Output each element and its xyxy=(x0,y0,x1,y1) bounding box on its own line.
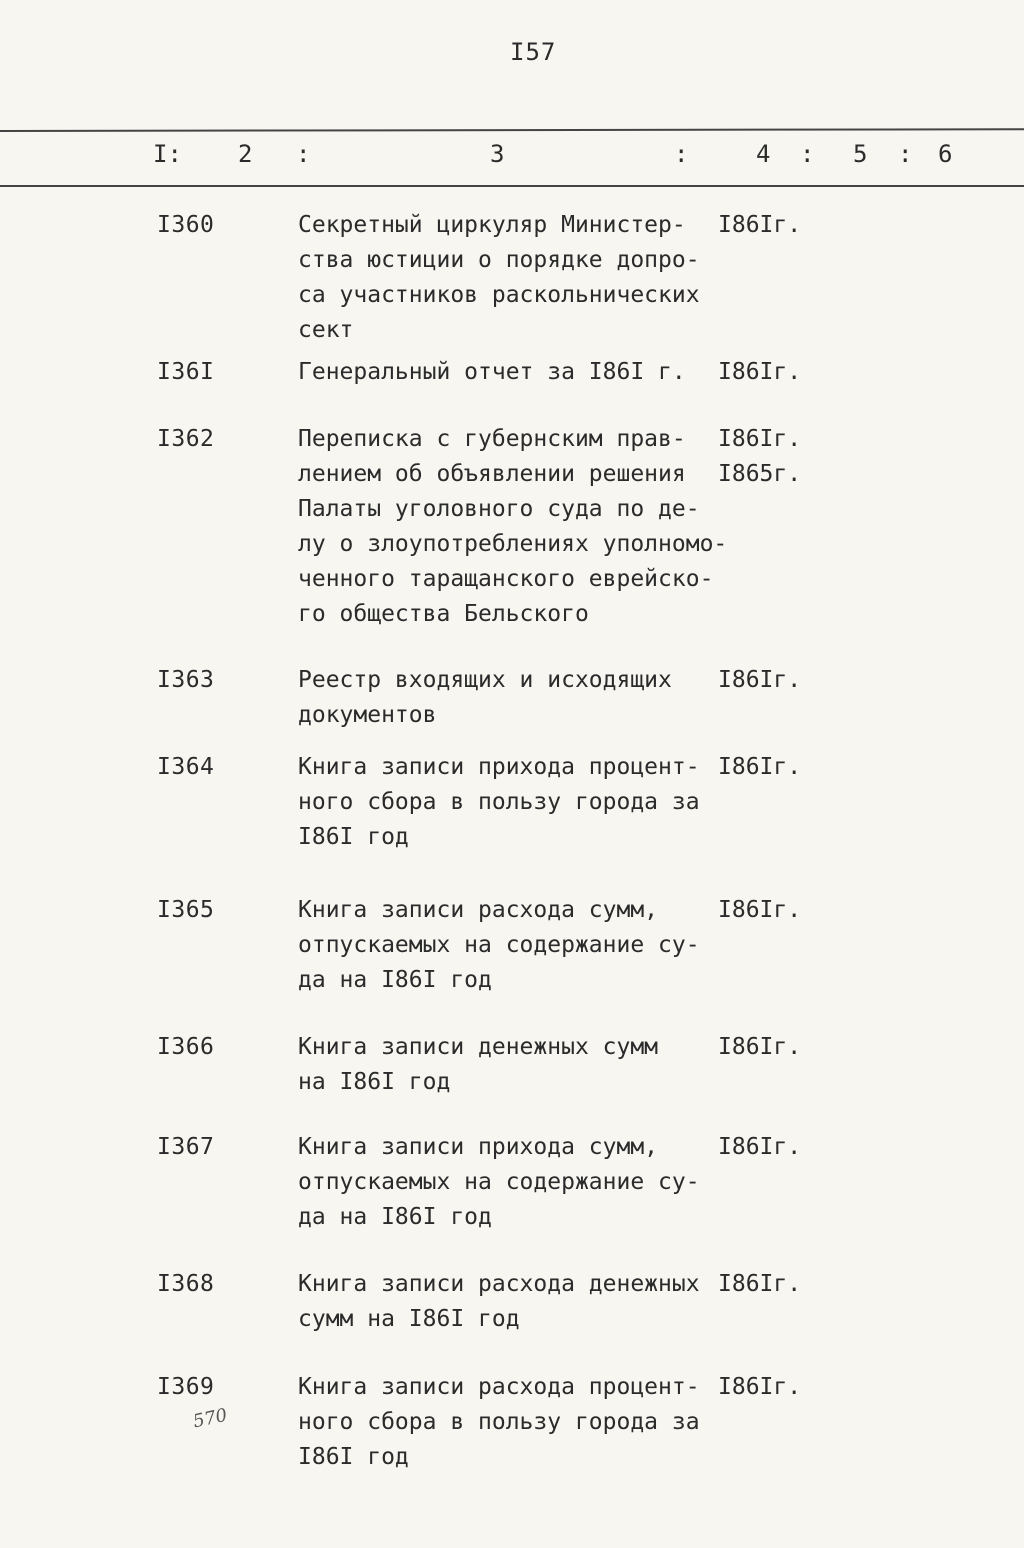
header-bottom-rule xyxy=(0,185,1024,187)
header-sep-3: : xyxy=(800,140,815,168)
page-number: I57 xyxy=(510,38,557,66)
row-number: I365 xyxy=(157,897,215,923)
row-number: I367 xyxy=(157,1134,215,1160)
row-dates: I86Iг. xyxy=(718,1034,802,1060)
header-sep-4: : xyxy=(898,140,913,168)
header-col-4: 4 xyxy=(756,140,771,168)
row-title: Реестр входящих и исходящих документов xyxy=(298,667,672,728)
row-dates: I86Iг. xyxy=(718,754,802,780)
row-number: I36I xyxy=(157,359,215,385)
row-number: I362 xyxy=(157,426,215,452)
header-col-3: 3 xyxy=(490,140,505,168)
handwritten-margin-note: 570 xyxy=(191,1404,230,1433)
row-title: Книга записи прихода сумм, отпускаемых на содержание су- да на I86I год xyxy=(298,1134,700,1230)
row-number: I368 xyxy=(157,1271,215,1297)
row-dates: I86Iг. xyxy=(718,359,802,385)
row-title: Секретный циркуляр Министер- ства юстиции о порядке допро- са участников раскольнических сект xyxy=(298,212,700,343)
row-dates: I86Iг. xyxy=(718,667,802,693)
row-title: Переписка с губернским прав- лением об объявлении решения Палаты уголовного суда по де- лу о злоупотреблениях уполномо- ченного таращанского еврейско- го общества Бельского xyxy=(298,426,728,627)
header-col-2: 2 xyxy=(238,140,253,168)
row-number: I369 xyxy=(157,1374,215,1400)
row-number: I360 xyxy=(157,212,215,238)
row-dates: I86Iг. xyxy=(718,1374,802,1400)
row-title: Книга записи денежных сумм на I86I год xyxy=(298,1034,659,1095)
row-number: I366 xyxy=(157,1034,215,1060)
row-title: Генеральный отчет за I86I г. xyxy=(298,359,686,385)
header-sep-1: : xyxy=(296,140,311,168)
row-number: I363 xyxy=(157,667,215,693)
header-col-5: 5 xyxy=(853,140,868,168)
row-title: Книга записи расхода денежных сумм на I86I год xyxy=(298,1271,700,1332)
row-number: I364 xyxy=(157,754,215,780)
row-dates: I86Iг. xyxy=(718,212,802,238)
header-sep-2: : xyxy=(674,140,689,168)
row-title: Книга записи прихода процент- ного сбора в пользу города за I86I год xyxy=(298,754,700,850)
row-dates: I86Iг. I865г. xyxy=(718,426,802,487)
row-dates: I86Iг. xyxy=(718,1271,802,1297)
header-col-1: I: xyxy=(153,140,182,168)
row-title: Книга записи расхода процент- ного сбора в пользу города за I86I год xyxy=(298,1374,700,1470)
row-dates: I86Iг. xyxy=(718,897,802,923)
row-dates: I86Iг. xyxy=(718,1134,802,1160)
header-col-6: 6 xyxy=(938,140,953,168)
header-top-rule xyxy=(0,128,1024,132)
row-title: Книга записи расхода сумм, отпускаемых на содержание су- да на I86I год xyxy=(298,897,700,993)
